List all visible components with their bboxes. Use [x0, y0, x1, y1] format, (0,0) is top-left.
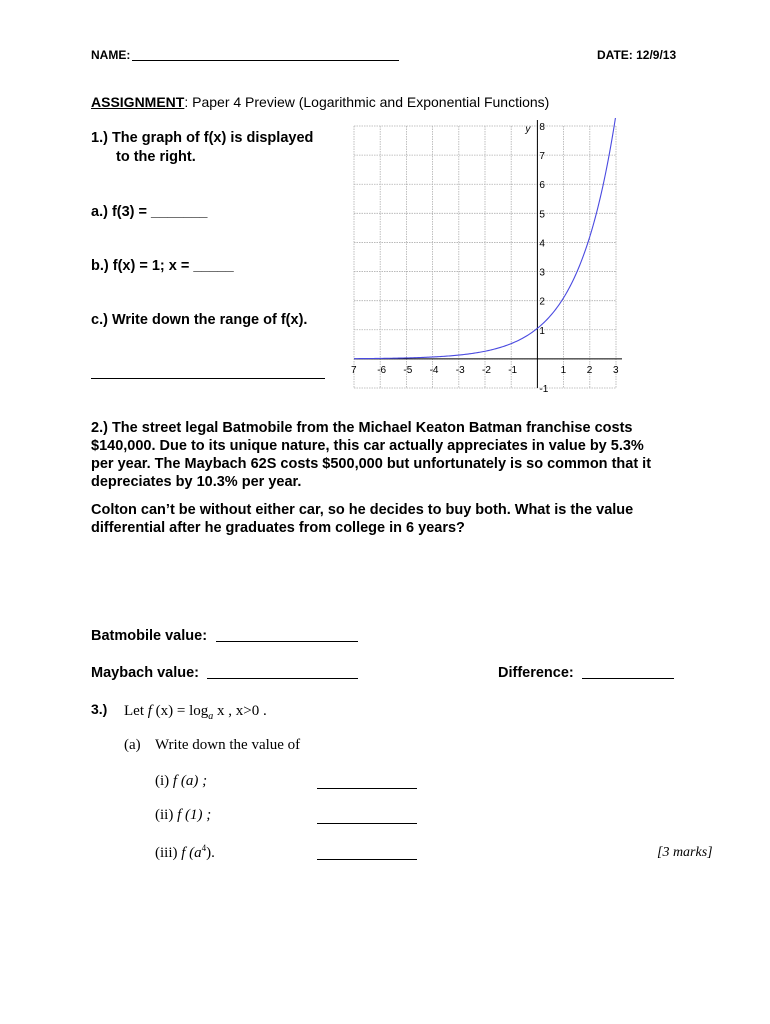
q3-ii-label: (ii): [155, 807, 178, 823]
date-label: DATE: 12/9/13: [597, 48, 677, 62]
q3-i-label: (i): [155, 773, 173, 789]
x-tick-label: -5: [403, 364, 413, 376]
q2-question-line1: Colton can’t be without either car, so he decides to buy both. What is the value: [91, 502, 634, 518]
y-tick-label: -1: [539, 384, 549, 395]
q3-iii-end: ).: [206, 845, 215, 861]
assignment-title: [91, 94, 549, 110]
y-tick-label: 7: [539, 151, 545, 163]
q3-part-a-text: Write down the value of: [155, 737, 301, 753]
q1-part-c: c.) Write down the range of f(x).: [91, 312, 308, 328]
q3-iii-expr: f (a: [181, 845, 202, 861]
q1-line1: 1.) The graph of f(x) is displayed: [91, 130, 314, 146]
batmobile-value-blank[interactable]: [216, 641, 358, 642]
y-tick-label: 8: [539, 122, 545, 133]
q2-text-line3: per year. The Maybach 62S costs $500,000 but unfortunately is so common that it: [91, 456, 652, 472]
q1-part-b: b.) f(x) = 1; x = _____: [91, 258, 234, 274]
q3-fx-rest: x , x>0 .: [213, 703, 267, 719]
x-tick-label: -4: [429, 364, 439, 376]
x-tick-label: 3: [613, 364, 619, 376]
exponential-graph: [340, 118, 640, 400]
x-tick-label: -3: [455, 364, 465, 376]
y-tick-label: 6: [539, 180, 545, 192]
q2-text-line2: $140,000. Due to its unique nature, this car actually appreciates in value by 5.3%: [91, 438, 644, 454]
y-tick-label: 4: [539, 238, 545, 250]
q3-i-expr: f (a) ;: [172, 773, 208, 789]
y-tick-label: 5: [539, 209, 545, 221]
q3-log-base: a: [208, 711, 214, 722]
maybach-value-label: Maybach value:: [91, 665, 199, 681]
difference-label: Difference:: [498, 665, 574, 681]
q3-let: Let: [124, 703, 148, 719]
y-tick-label: 2: [539, 296, 545, 308]
x-tick-label: -1: [508, 364, 518, 376]
q3-iii-blank[interactable]: [317, 859, 417, 860]
x-tick-label: -2: [482, 364, 491, 376]
q3-f: f: [147, 703, 152, 719]
q3-part-i: [155, 773, 207, 790]
batmobile-value-label: Batmobile value:: [91, 628, 208, 644]
maybach-value-blank[interactable]: [207, 678, 358, 679]
q3-part-a-label: (a): [124, 737, 141, 753]
q3-ii-expr: f (1) ;: [177, 807, 212, 823]
q3-iii-exponent: 4: [201, 843, 207, 853]
difference-blank[interactable]: [582, 678, 674, 679]
x-tick-label: 2: [586, 364, 593, 376]
q3-definition: [124, 703, 267, 722]
q3-marks: [3 marks]: [657, 845, 713, 860]
y-tick-label: 1: [539, 325, 545, 337]
x-tick-label: 7: [351, 364, 357, 376]
q2-text-line1: 2.) The street legal Batmobile from the Michael Keaton Batman franchise costs: [91, 420, 633, 436]
q3-iii-label: (iii): [155, 845, 182, 861]
q1-line2: to the right.: [116, 149, 196, 165]
q2-question-line2: differential after he graduates from college in 6 years?: [91, 520, 465, 536]
q3-fx-eq: (x) = log: [151, 703, 209, 719]
name-blank[interactable]: [132, 60, 399, 61]
name-label: NAME:: [91, 48, 131, 62]
q3-i-blank[interactable]: [317, 788, 417, 789]
q3-part-ii: [155, 807, 211, 824]
q1-part-a: a.) f(3) = _______: [91, 204, 208, 220]
q3-part-iii: [155, 843, 215, 862]
y-tick-label: 3: [539, 267, 545, 279]
x-tick-label: 1: [560, 364, 567, 376]
q2-text-line4: depreciates by 10.3% per year.: [91, 474, 302, 490]
y-axis-label: y: [525, 124, 531, 135]
q3-ii-blank[interactable]: [317, 823, 417, 824]
q3-number: 3.): [91, 701, 108, 717]
x-tick-label: -6: [377, 364, 387, 376]
q1-range-blank[interactable]: [91, 378, 325, 379]
assignment-label: ASSIGNMENT: [91, 94, 185, 110]
assignment-text: : Paper 4 Preview (Logarithmic and Exponential Functions): [184, 94, 550, 110]
